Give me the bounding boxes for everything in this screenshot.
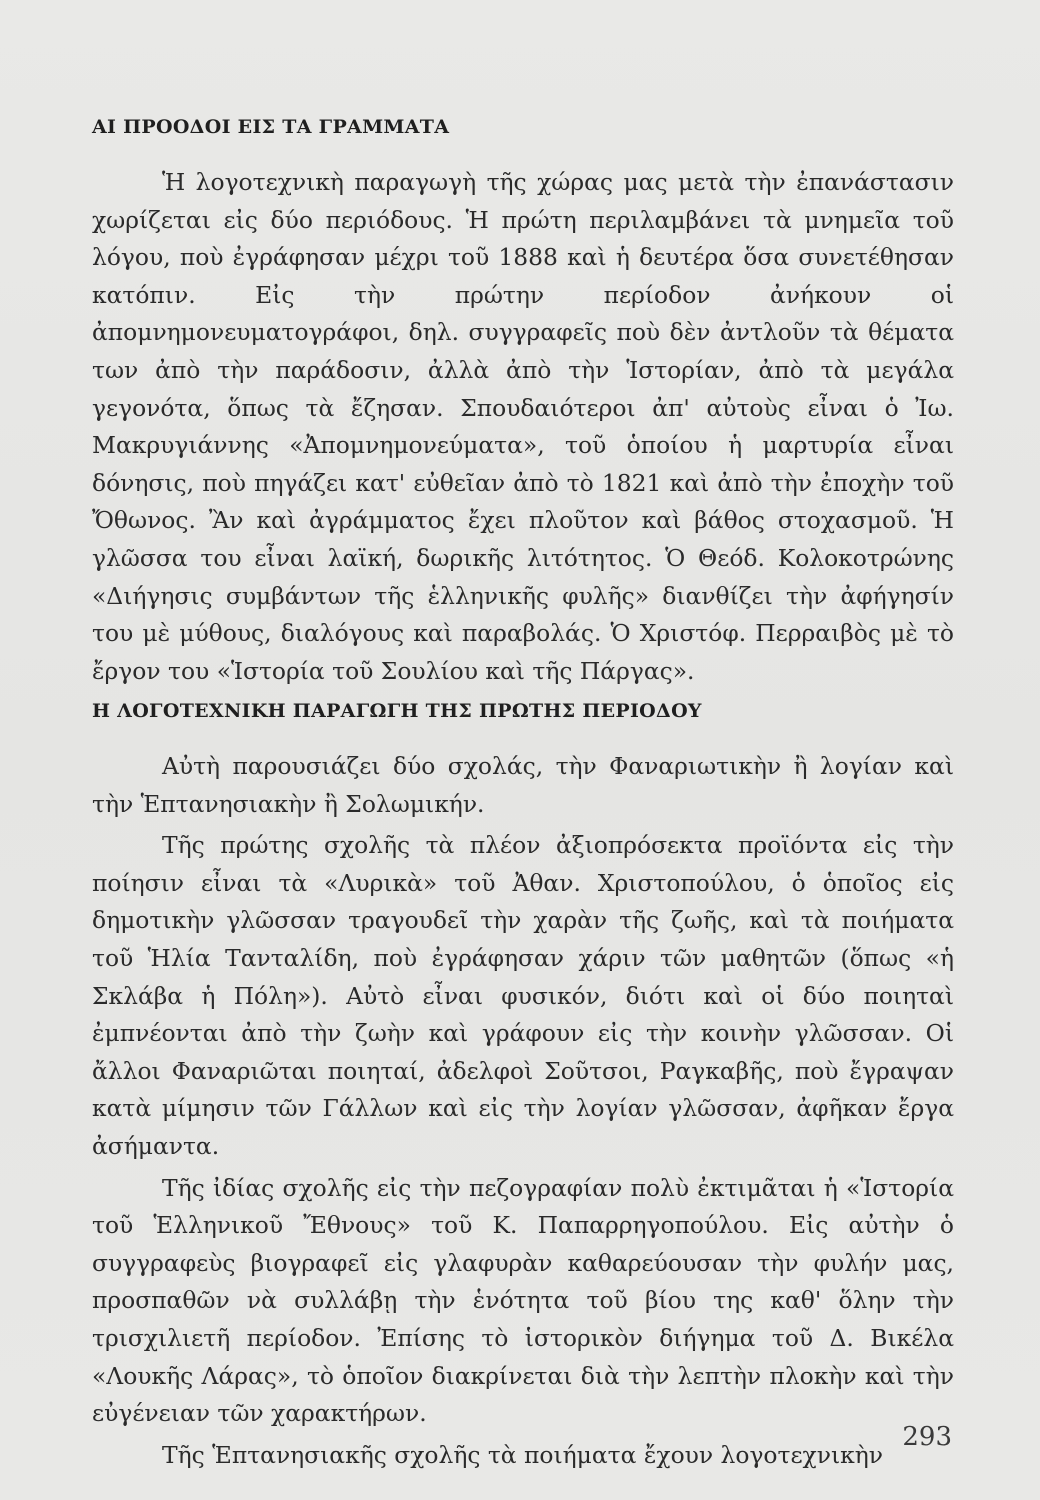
paragraph: Ἡ λογοτεχνικὴ παραγωγὴ τῆς χώρας μας μετὰ τὴν ἐπανάστασιν χωρίζεται εἰς δύο περιόδους. Ἡ πρώτη περιλαμβάνει τὰ μνημεῖα τοῦ λόγου, ποὺ ἐγράφησαν μέχρι τοῦ 1888 καὶ ἡ δευτέρα ὅσα συνετέθησαν κατόπιν. Εἰς τὴν πρώτην περίοδον ἀνήκουν οἱ ἀπομνημονευματογράφοι, δηλ. συγγραφεῖς ποὺ δὲν ἀντλοῦν τὰ θέματα των ἀπὸ τὴν παράδοσιν, ἀλλὰ ἀπὸ τὴν Ἱστορίαν, ἀπὸ τὰ μεγάλα γεγονότα, ὅπως τὰ ἔζησαν. Σπουδαιότεροι ἀπ' αὐτοὺς εἶναι ὁ Ἰω. Μακρυγιάννης «Ἀπομνημονεύματα», τοῦ ὁποίου ἡ μαρτυρία εἶναι δόνησις, ποὺ πηγάζει κατ' εὐθεῖαν ἀπὸ τὸ 1821 καὶ ἀπὸ τὴν ἐποχὴν τοῦ Ὄθωνος. Ἂν καὶ ἀγράμματος ἔχει πλοῦτον καὶ βάθος στοχασμοῦ. Ἡ γλῶσσα του εἶναι λαϊκή, δωρικῆς λιτότητος. Ὁ Θεόδ. Κολοκοτρώνης «Διήγησις συμβάντων τῆς ἑλληνικῆς φυλῆς» διανθίζει τὴν ἀφήγησίν του μὲ μύθους, διαλόγους καὶ παραβολάς. Ὁ Χριστόφ. Περραιβὸς μὲ τὸ ἔργον του «Ἱστορία τοῦ Σουλίου καὶ τῆς Πάργας».: [92, 168, 954, 685]
section-heading-progress-in-letters: ΑΙ ΠΡΟΟΔΟΙ ΕΙΣ ΤΑ ΓΡΑΜΜΑΤΑ: [92, 116, 450, 138]
paragraph: Τῆς πρώτης σχολῆς τὰ πλέον ἀξιοπρόσεκτα προϊόντα εἰς τὴν ποίησιν εἶναι τὰ «Λυρικὰ» τοῦ Ἀθαν. Χριστοπούλου, ὁ ὁποῖος εἰς δημοτικὴν γλῶσσαν τραγουδεῖ τὴν χαρὰν τῆς ζωῆς, καὶ τὰ ποιήματα τοῦ Ἡλία Τανταλίδη, ποὺ ἐγράφησαν χάριν τῶν μαθητῶν (ὅπως «ἡ Σκλάβα ἡ Πόλη»). Αὐτὸ εἶναι φυσικόν, διότι καὶ οἱ δύο ποιηταὶ ἐμπνέονται ἀπὸ τὴν ζωὴν καὶ γράφουν εἰς τὴν κοινὴν γλῶσσαν. Οἱ ἄλλοι Φαναριῶται ποιηταί, ἀδελφοὶ Σοῦτσοι, Ραγκαβῆς, ποὺ ἔγραψαν κατὰ μίμησιν τῶν Γάλλων καὶ εἰς τὴν λογίαν γλῶσσαν, ἀφῆκαν ἔργα ἀσήμαντα.: [92, 831, 954, 1160]
paragraph: Τῆς Ἑπτανησιακῆς σχολῆς τὰ ποιήματα ἔχουν λογοτεχνικὴν: [162, 1440, 883, 1469]
section-heading-first-period-production: Η ΛΟΓΟΤΕΧΝΙΚΗ ΠΑΡΑΓΩΓΗ ΤΗΣ ΠΡΩΤΗΣ ΠΕΡΙΟΔΟΥ: [92, 700, 702, 722]
page-number: 293: [902, 1422, 952, 1452]
section-body-2: [92, 748, 954, 1474]
paragraph: Αὐτὴ παρουσιάζει δύο σχολάς, τὴν Φαναριωτικὴν ἢ λογίαν καὶ τὴν Ἑπτανησιακὴν ἢ Σολωμικήν.: [92, 752, 954, 818]
section-body-1: [92, 164, 954, 690]
paragraph: Τῆς ἰδίας σχολῆς εἰς τὴν πεζογραφίαν πολὺ ἐκτιμᾶται ἡ «Ἱστορία τοῦ Ἑλληνικοῦ Ἔθνους» τοῦ Κ. Παπαρρηγοπούλου. Εἰς αὐτὴν ὁ συγγραφεὺς βιογραφεῖ εἰς γλαφυρὰν καθαρεύουσαν τὴν φυλήν μας, προσπαθῶν νὰ συλλάβῃ τὴν ἑνότητα τοῦ βίου της καθ' ὅλην τὴν τρισχιλιετῆ περίοδον. Ἐπίσης τὸ ἱστορικὸν διήγημα τοῦ Δ. Βικέλα «Λουκῆς Λάρας», τὸ ὁποῖον διακρίνεται διὰ τὴν λεπτὴν πλοκὴν καὶ τὴν εὐγένειαν τῶν χαρακτήρων.: [92, 1173, 954, 1428]
